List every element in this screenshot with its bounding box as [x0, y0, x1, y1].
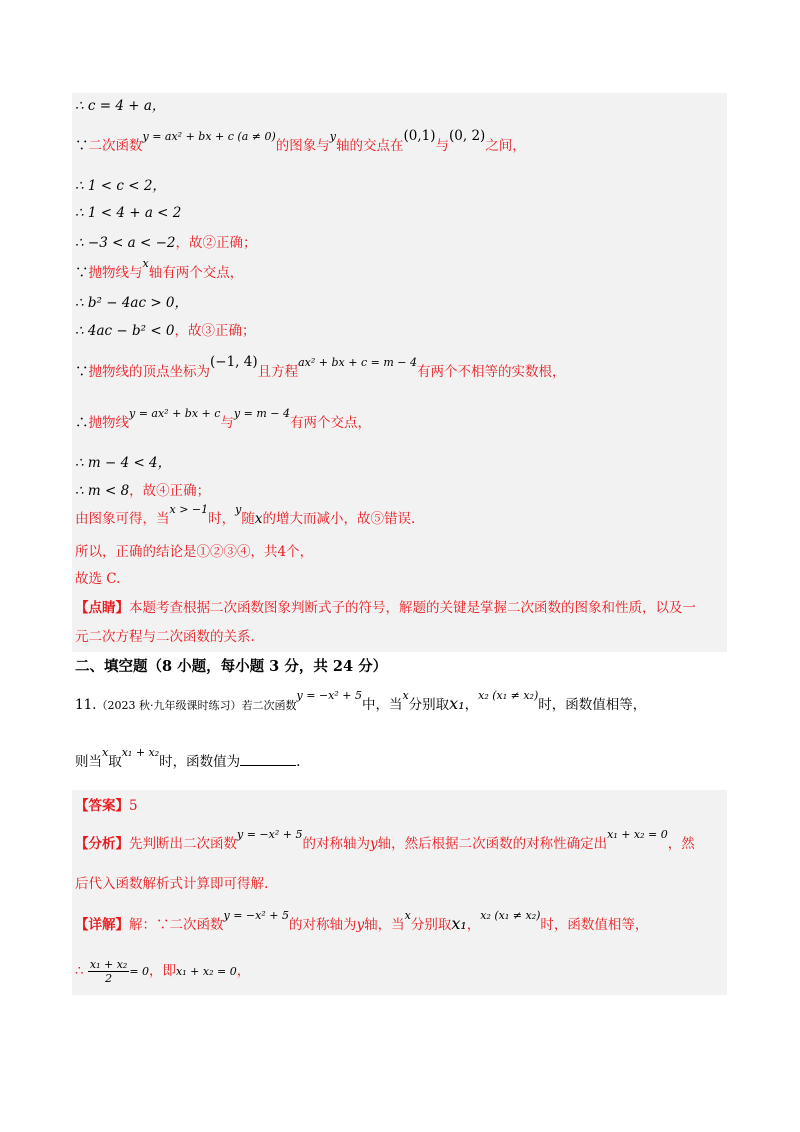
solution-line-7: ∴ b² − 4ac > 0，: [75, 295, 189, 311]
analysis-line-1: 【分析】先判断出二次函数$^{y = -x^2 + 5}$的对称轴为y轴，然后根据二次函数的对称性确定出$^{x_1 + x_2 = 0}$，然: [75, 828, 695, 852]
section-heading: 二、填空题（8 小题，每小题 3 分，共 24 分）: [75, 658, 388, 675]
solution-line-12: ∴ m < 8，故④正确；: [75, 483, 211, 499]
solution-line-2: ∵二次函数$^{y = ax^2 + bx + c (a \ne 0)}$的图象与$^y$轴的交点在(0,1)与(0, 2)之间，: [75, 128, 526, 154]
solution-line-3: ∴ 1 < c < 2，: [75, 178, 166, 194]
solution-line-8: ∴ 4ac − b² < 0，故③正确；: [75, 323, 256, 339]
solution-line-4: ∴ 1 < 4 + a < 2: [75, 205, 182, 221]
detail-line-2: ∴ $\frac{\text{x₁ + x₂}}{2}$ = 0，即x₁ + x₂ = 0，: [75, 958, 251, 985]
solution-line-14: 所以，正确的结论是①②③④，共4个，: [75, 544, 314, 560]
solution-line-10: ∴抛物线$^{y = ax^2 + bx + c}$与$^{y = m - 4}$有两个交点，: [75, 407, 371, 431]
solution-line-5: ∴ −3 < a < −2，故②正确；: [75, 235, 257, 251]
solution-line-15: 故选 C.: [75, 571, 121, 587]
question-11-line-2: 则当$^x$取$^{x_1 + x_2}$时，函数值为 .: [75, 746, 301, 770]
solution-line-11: ∴ m − 4 < 4，: [75, 455, 172, 471]
solution-line-1: ∴ c = 4 + a，: [75, 98, 166, 114]
detail-line-1: 【详解】解：∵二次函数$^{y = -x^2 + 5}$的对称轴为y轴，当$^x$分别取x₁，$^{x_2 (x_1 \ne x_2)}$时，函数值相等，: [75, 909, 649, 933]
answer-blank: [240, 753, 296, 766]
answer-line: 【答案】5: [75, 798, 138, 814]
dianjing-line-2: 元二次方程与二次函数的关系.: [75, 629, 255, 645]
analysis-line-2: 后代入函数解析式计算即可得解.: [75, 876, 269, 892]
question-11-line-1: 11.（2023 秋·九年级课时练习）若二次函数$^{y = -x^2 + 5}$中，当$^x$分别取x₁，$^{x_2 (x_1 \ne x_2)}$时，函数值相等，: [75, 689, 647, 713]
solution-line-13: 由图象可得，当$^{x > -1}$时，$^y$随x的增大而减小，故⑤错误.: [75, 503, 416, 527]
solution-line-6: ∵抛物线与$^x$轴有两个交点，: [75, 257, 244, 281]
dianjing-line-1: 【点睛】本题考查根据二次函数图象判断式子的符号，解题的关键是掌握二次函数的图象和性质，以及一: [75, 600, 696, 616]
solution-line-9: ∵抛物线的顶点坐标为(−1, 4)且方程$^{ax^2 + bx + c = m - 4}$有两个不相等的实数根，: [75, 354, 566, 380]
fraction: $\frac{\text{x₁ + x₂}}{2}$: [89, 958, 128, 985]
